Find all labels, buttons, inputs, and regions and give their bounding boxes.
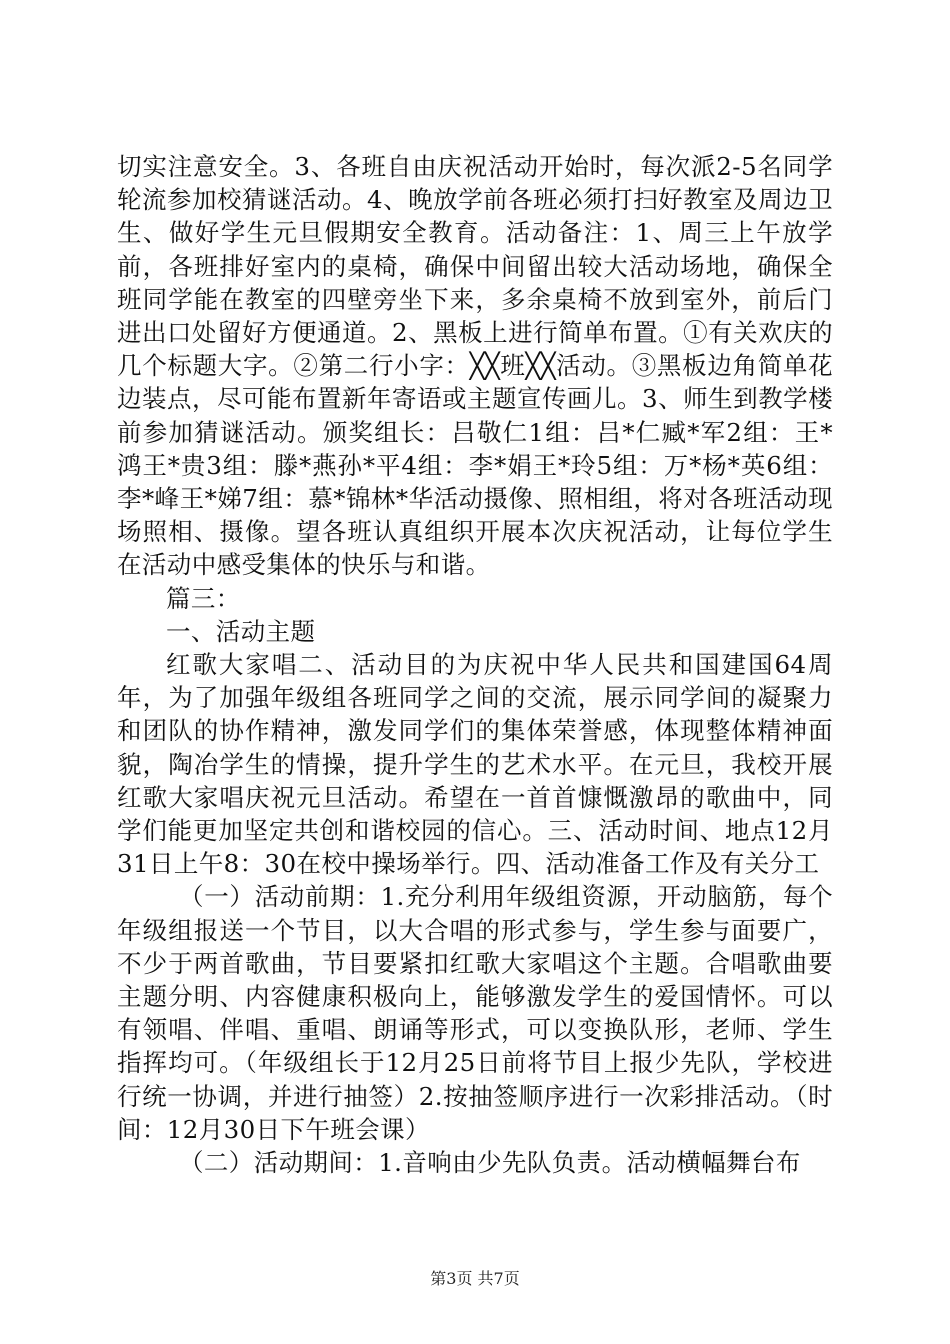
page-number-footer: 第3页 共7页: [430, 1269, 520, 1288]
paragraph-continuation: 切实注意安全。3、各班自由庆祝活动开始时，每次派2-5名同学轮流参加校猜谜活动。4、晚放学前各班必须打扫好教室及周边卫生、做好学生元旦假期安全教育。活动备注：1、周三上午放学前，各班排好室内的桌椅，确保中间留出较大活动场地，确保全班同学能在教室的四壁旁坐下来，多余桌椅不放到室外，前后门进出口处留好方便通道。2、黑板上进行简单布置。①有关欢庆的几个标题大字。②第二行小字：╳╳班╳╳活动。③黑板边角简单花边装点，尽可能布置新年寄语或主题宣传画儿。3、师生到教学楼前参加猜谜活动。颁奖组长：吕敬仁1组：吕*仁臧*军2组：王*鸿王*贵3组：滕*燕孙*平4组：李*娟王*玲5组：万*杨*英6组：李*峰王*娣7组：慕*锦林*华活动摄像、照相组，将对各班活动现场照相、摄像。望各班认真组织开展本次庆祝活动，让每位学生在活动中感受集体的快乐与和谐。: [117, 152, 833, 580]
paragraph-during-activity: （二）活动期间：1.音响由少先队负责。活动横幅舞台布: [179, 1148, 801, 1178]
paragraph-theme-and-goals: 红歌大家唱二、活动目的为庆祝中华人民共和国建国64周年，为了加强年级组各班同学之间的交流，展示同学间的凝聚力和团队的协作精神，激发同学们的集体荣誉感，体现整体精神面貌，陶冶学生的情操，提升学生的艺术水平。在元旦，我校开展红歌大家唱庆祝元旦活动。希望在一首首慷慨激昂的歌曲中，同学们能更加坚定共创和谐校园的信心。三、活动时间、地点12月31日上午8：30在校中操场举行。四、活动准备工作及有关分工: [117, 650, 833, 879]
section-heading-part-three: 篇三：: [166, 583, 241, 613]
document-body: [117, 150, 833, 1179]
paragraph-pre-activity: （一）活动前期：1.充分利用年级组资源，开动脑筋，每个年级组报送一个节目，以大合唱的形式参与，学生参与面要广，不少于两首歌曲，节目要紧扣红歌大家唱这个主题。合唱歌曲要主题分明、内容健康积极向上，能够激发学生的爱国情怀。可以有领唱、伴唱、重唱、朗诵等形式，可以变换队形，老师、学生指挥均可。（年级组长于12月25日前将节目上报少先队，学校进行统一协调，并进行抽签）2.按抽签顺序进行一次彩排活动。（时间：12月30日下午班会课）: [117, 882, 833, 1144]
heading-activity-theme: 一、活动主题: [166, 616, 316, 646]
